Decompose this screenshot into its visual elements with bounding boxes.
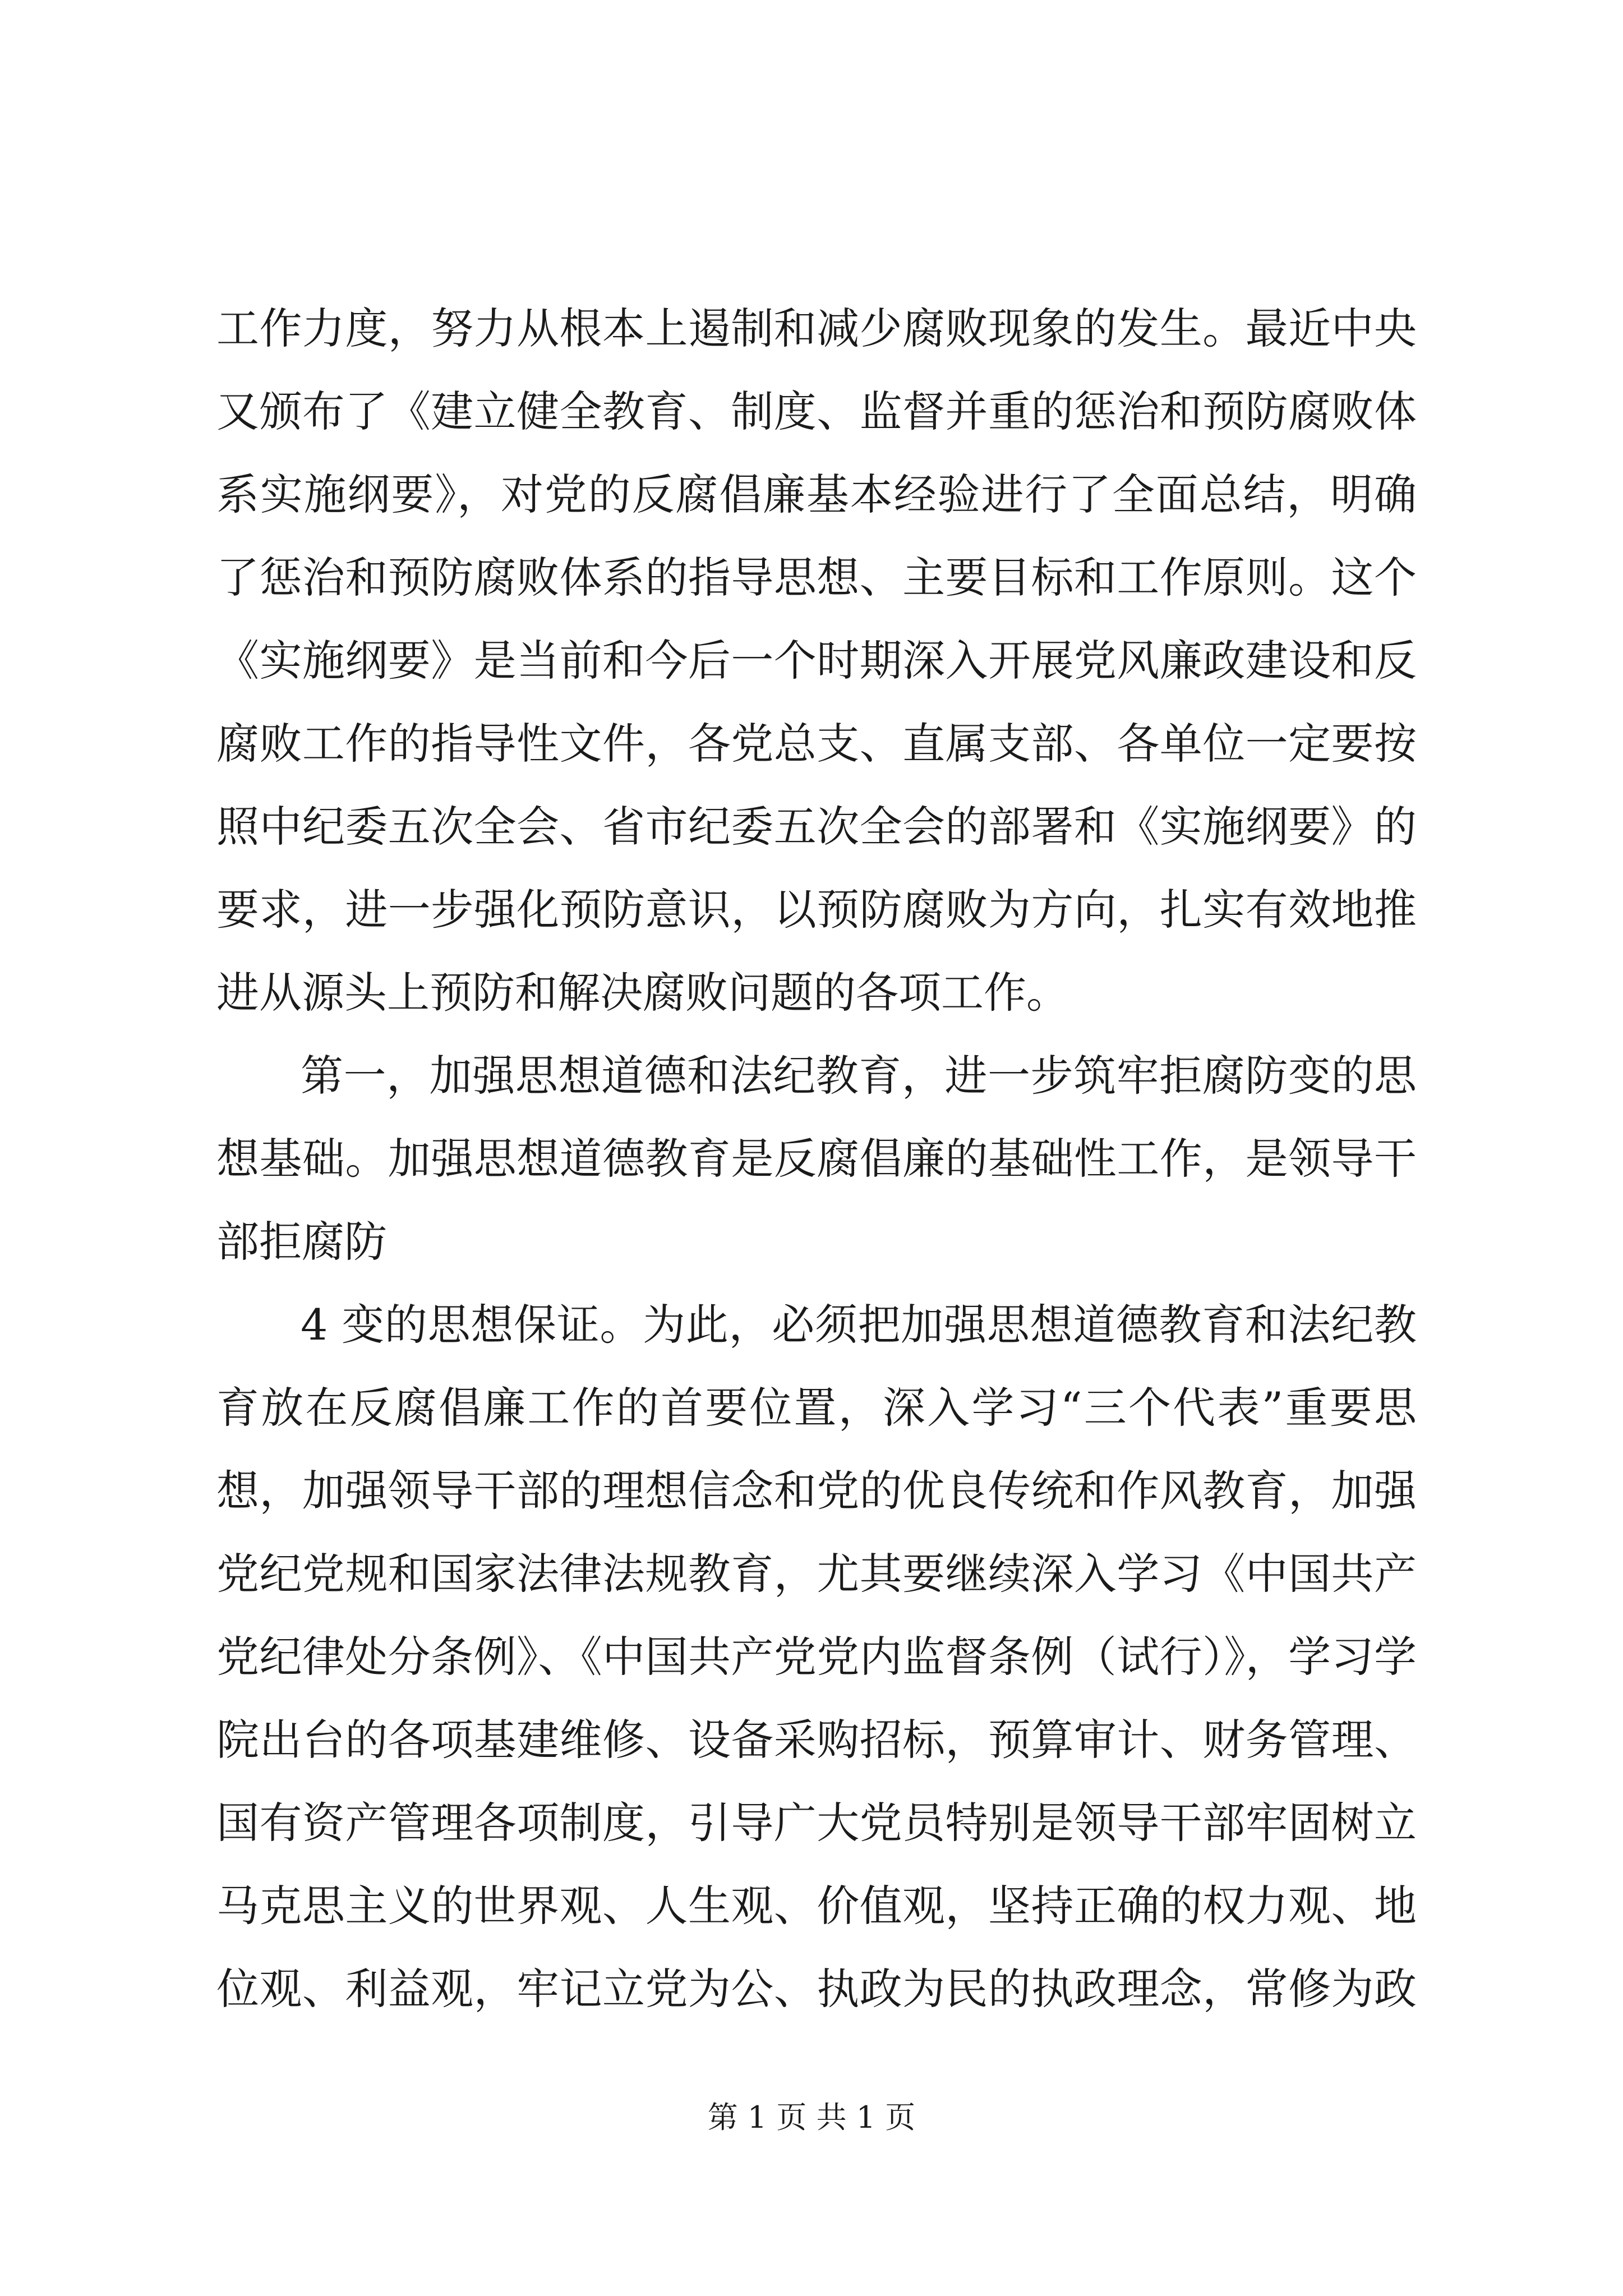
page-footer — [0, 2101, 1623, 2134]
text-line: 想，加强领导干部的理想信念和党的优良传统和作风教育，加强 — [216, 1466, 1417, 1516]
text-line: 党纪律处分条例》、《中国共产党党内监督条例（试行）》，学习学 — [216, 1632, 1417, 1682]
text-line: 腐败工作的指导性文件，各党总支、直属支部、各单位一定要按 — [216, 719, 1417, 769]
page-number-label: 第 1 页 共 1 页 — [707, 2100, 916, 2135]
text-line: 部拒腐防 — [216, 1217, 387, 1267]
text-line: 党纪党规和国家法律法规教育，尤其要继续深入学习《中国共产 — [216, 1549, 1417, 1599]
text-line: 位观、利益观，牢记立党为公、执政为民的执政理念，常修为政 — [216, 1964, 1417, 2014]
text-line: 又颁布了《建立健全教育、制度、监督并重的惩治和预防腐败体 — [216, 386, 1417, 436]
text-line: 国有资产管理各项制度，引导广大党员特别是领导干部牢固树立 — [216, 1798, 1417, 1848]
text-line: 进从源头上预防和解决腐败问题的各项工作。 — [216, 968, 1069, 1018]
text-line: 育放在反腐倡廉工作的首要位置，深入学习“三个代表”重要思 — [216, 1383, 1417, 1433]
text-line: 照中纪委五次全会、省市纪委五次全会的部署和《实施纲要》的 — [216, 802, 1417, 852]
text-line: 工作力度，努力从根本上遏制和减少腐败现象的发生。最近中央 — [216, 303, 1417, 353]
body-text — [216, 287, 1417, 2031]
text-line: 想基础。加强思想道德教育是反腐倡廉的基础性工作，是领导干 — [216, 1134, 1417, 1184]
text-line: 第一，加强思想道德和法纪教育，进一步筑牢拒腐防变的思 — [301, 1051, 1417, 1101]
text-line: 院出台的各项基建维修、设备采购招标，预算审计、财务管理、 — [216, 1715, 1417, 1765]
text-line: 4 变的思想保证。为此，必须把加强思想道德教育和法纪教 — [301, 1300, 1417, 1350]
text-line: 马克思主义的世界观、人生观、价值观，坚持正确的权力观、地 — [216, 1881, 1417, 1931]
text-line: 要求，进一步强化预防意识，以预防腐败为方向，扎实有效地推 — [216, 885, 1417, 935]
text-line: 系实施纲要》，对党的反腐倡廉基本经验进行了全面总结，明确 — [216, 470, 1417, 519]
text-line: 了惩治和预防腐败体系的指导思想、主要目标和工作原则。这个 — [216, 553, 1417, 602]
text-line: 《实施纲要》是当前和今后一个时期深入开展党风廉政建设和反 — [216, 636, 1417, 685]
